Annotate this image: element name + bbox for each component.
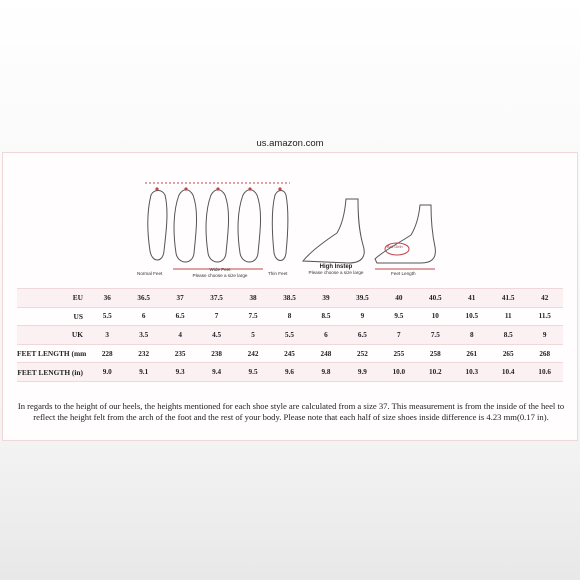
table-cell: 8.5 <box>490 326 526 345</box>
table-cell: 10.2 <box>417 363 453 382</box>
table-row-uk <box>17 326 563 345</box>
row-label: UK <box>17 326 89 345</box>
foot-type-illustration <box>135 171 447 283</box>
label-wide-feet <box>185 267 255 278</box>
table-cell: 8.5 <box>308 307 344 326</box>
table-cell: 8 <box>454 326 490 345</box>
table-cell: 9.6 <box>271 363 307 382</box>
table-cell: 37.5 <box>198 289 234 308</box>
label-ball-girth: Ball Girth <box>387 245 403 249</box>
table-row-eu <box>17 289 563 308</box>
table-cell: 261 <box>454 344 490 363</box>
table-cell: 36 <box>89 289 125 308</box>
label-high-instep-title: High Instep <box>319 264 353 270</box>
row-label: US <box>17 307 89 326</box>
table-cell: 42 <box>526 289 563 308</box>
label-thin-feet: Thin Feet <box>268 271 288 276</box>
table-cell: 265 <box>490 344 526 363</box>
table-cell: 37 <box>162 289 198 308</box>
thin-foot-outline <box>272 191 288 261</box>
foot-outlines <box>135 171 447 283</box>
table-cell: 9.5 <box>235 363 271 382</box>
table-cell: 248 <box>308 344 344 363</box>
table-cell: 9.9 <box>344 363 380 382</box>
wide-foot-outline-1 <box>174 190 197 262</box>
feet-length-outline <box>375 205 435 263</box>
label-high-instep-hint: Please choose a size large <box>308 270 364 275</box>
label-normal-feet: Normal Feet <box>137 271 163 276</box>
table-cell: 11.5 <box>526 307 563 326</box>
row-label: EU <box>17 289 89 308</box>
table-cell: 10.4 <box>490 363 526 382</box>
table-cell: 5.5 <box>271 326 307 345</box>
table-cell: 9 <box>344 307 380 326</box>
table-cell: 3 <box>89 326 125 345</box>
table-cell: 9.3 <box>162 363 198 382</box>
label-high-instep <box>303 264 369 276</box>
table-cell: 9.8 <box>308 363 344 382</box>
table-cell: 4 <box>162 326 198 345</box>
table-cell: 38.5 <box>271 289 307 308</box>
table-row-feet-length-in <box>17 363 563 382</box>
row-label: FEET LENGTH (in) <box>17 363 89 382</box>
size-chart-document <box>2 152 578 441</box>
label-feet-length: Feet Length <box>391 271 416 276</box>
table-row-feet-length-mm <box>17 344 563 363</box>
table-cell: 36.5 <box>125 289 161 308</box>
table-cell: 252 <box>344 344 380 363</box>
table-cell: 41 <box>454 289 490 308</box>
table-row-us <box>17 307 563 326</box>
label-wide-feet-title: Wide Feet <box>209 267 231 272</box>
high-instep-outline <box>303 199 364 263</box>
row-label: FEET LENGTH (mm <box>17 344 89 363</box>
table-cell: 9.5 <box>381 307 417 326</box>
table-cell: 8 <box>271 307 307 326</box>
table-cell: 7 <box>198 307 234 326</box>
table-cell: 6 <box>125 307 161 326</box>
table-cell: 235 <box>162 344 198 363</box>
table-cell: 6.5 <box>162 307 198 326</box>
table-cell: 6 <box>308 326 344 345</box>
wide-foot-outline-3 <box>238 190 261 262</box>
table-cell: 10 <box>417 307 453 326</box>
table-cell: 242 <box>235 344 271 363</box>
table-cell: 40 <box>381 289 417 308</box>
wide-foot-outline-2 <box>206 190 229 262</box>
size-conversion-table <box>17 288 563 382</box>
table-cell: 232 <box>125 344 161 363</box>
table-cell: 5.5 <box>89 307 125 326</box>
table-cell: 6.5 <box>344 326 380 345</box>
table-cell: 10.0 <box>381 363 417 382</box>
table-cell: 10.6 <box>526 363 563 382</box>
table-cell: 228 <box>89 344 125 363</box>
table-cell: 9.4 <box>198 363 234 382</box>
normal-foot-outline <box>148 191 167 261</box>
table-cell: 41.5 <box>490 289 526 308</box>
table-cell: 10.5 <box>454 307 490 326</box>
table-cell: 38 <box>235 289 271 308</box>
table-cell: 9.0 <box>89 363 125 382</box>
table-cell: 7 <box>381 326 417 345</box>
table-cell: 7.5 <box>417 326 453 345</box>
table-cell: 7.5 <box>235 307 271 326</box>
table-cell: 40.5 <box>417 289 453 308</box>
table-cell: 238 <box>198 344 234 363</box>
table-cell: 39.5 <box>344 289 380 308</box>
table-cell: 3.5 <box>125 326 161 345</box>
table-cell: 4.5 <box>198 326 234 345</box>
table-cell: 255 <box>381 344 417 363</box>
table-cell: 258 <box>417 344 453 363</box>
table-cell: 268 <box>526 344 563 363</box>
heel-height-note: In regards to the height of our heels, the heights mentioned for each shoe style are calculated from a size 37. This measurement is from the inside of the heel to reflect the height felt from the arch of the foot and the rest of your body. Please note that each half of size shoes inside difference is 4.23 mm(0.17 in). <box>17 401 565 423</box>
label-wide-feet-hint: Please choose a size large <box>192 272 248 278</box>
table-cell: 245 <box>271 344 307 363</box>
table-cell: 39 <box>308 289 344 308</box>
table-cell: 9.1 <box>125 363 161 382</box>
table-cell: 10.3 <box>454 363 490 382</box>
table-cell: 11 <box>490 307 526 326</box>
table-cell: 9 <box>526 326 563 345</box>
browser-url[interactable]: us.amazon.com <box>256 138 324 149</box>
table-cell: 5 <box>235 326 271 345</box>
